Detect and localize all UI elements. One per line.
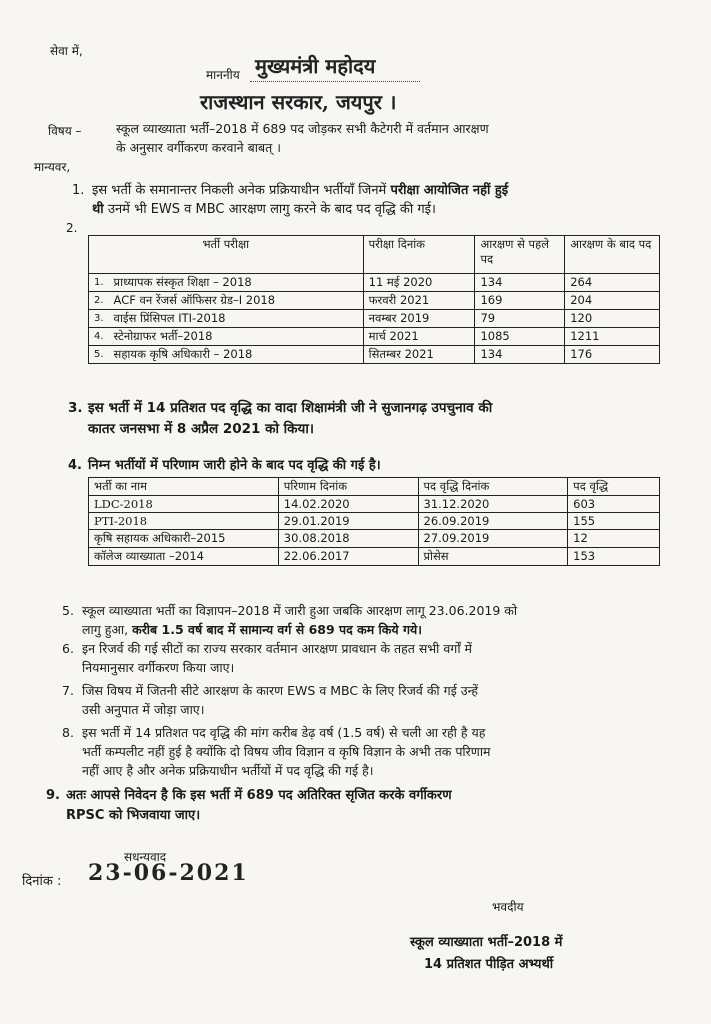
addressee-prefix: माननीय <box>206 68 240 82</box>
exam-table-header-after: आरक्षण के बाद पद <box>565 236 660 274</box>
paragraph-7 <box>62 681 692 719</box>
date-label: दिनांक : <box>22 874 62 889</box>
paragraph-9 <box>46 786 691 826</box>
date-value: 23-06-2021 <box>88 860 249 886</box>
addressee-name: मुख्यमंत्री महोदय <box>255 54 376 78</box>
paragraph-9-number: 9. <box>46 788 60 803</box>
paragraph-3-line-2: कातर जनसभा में 8 अप्रैल 2021 को किया। <box>88 421 314 437</box>
paragraph-8-line-3: नहीं आए है और अनेक प्रक्रियाधीन भर्तीयों में पद वृद्धि की गई है। <box>82 763 374 778</box>
table-row: 5. सहायक कृषि अधिकारी – 2018 सितम्बर 2021 134 176 <box>89 346 660 364</box>
paragraph-8-line-2: भर्ती कम्पलीट नहीं हुई है क्योंकि दो विषय जीव विज्ञान व कृषि विज्ञान के अभी तक परिणाम <box>82 744 491 759</box>
addressee-dotted-line <box>250 80 420 82</box>
addressee-org: राजस्थान सरकार, जयपुर । <box>200 90 397 114</box>
closing-text: भवदीय <box>492 900 524 914</box>
paragraph-5-text: लागु हुआ, <box>82 622 133 637</box>
result-table-header-name: भर्ती का नाम <box>89 478 279 496</box>
paragraph-1 <box>72 181 692 219</box>
result-table-header-increase-date: पद वृद्धि दिनांक <box>418 478 568 496</box>
paragraph-6-number: 6. <box>62 641 74 656</box>
paragraph-8 <box>62 723 692 780</box>
salutation: सेवा में, <box>50 44 83 58</box>
paragraph-7-line-2: उसी अनुपात में जोड़ा जाए। <box>82 702 205 717</box>
paragraph-4-text: निम्न भर्तीयों में परिणाम जारी होने के बाद पद वृद्धि की गई है। <box>88 458 381 473</box>
greeting: मान्यवर, <box>34 160 71 174</box>
paragraph-5-number: 5. <box>62 603 74 618</box>
paragraph-8-number: 8. <box>62 725 74 740</box>
paragraph-2-number: 2. <box>66 221 78 235</box>
paragraph-8-line-1: इस भर्ती में 14 प्रतिशत पद वृद्धि की मांग करीब डेढ़ वर्ष (1.5 वर्ष) से चली आ रही है यह <box>82 725 486 740</box>
result-table-header-increase: पद वृद्धि <box>568 478 660 496</box>
subject-line-2: के अनुसार वर्गीकरण करवाने बाबत् । <box>116 140 281 155</box>
paragraph-4-number: 4. <box>68 458 82 473</box>
paragraph-6 <box>62 639 692 677</box>
paragraph-7-line-1: जिस विषय में जितनी सीटे आरक्षण के कारण EWS व MBC के लिए रिजर्व की गई उन्हें <box>82 683 478 698</box>
exam-table-header-date: परीक्षा दिनांक <box>363 236 475 274</box>
thanks-text: सधन्यवाद <box>124 850 167 864</box>
exam-table <box>88 235 660 364</box>
paragraph-6-line-1: इन रिजर्व की गई सीटों का राज्य सरकार वर्तमान आरक्षण प्रावधान के तहत सभी वर्गों में <box>82 641 473 656</box>
table-row: 2. ACF वन रेंजर्स ऑफिसर ग्रेड–I 2018 फरवरी 2021 169 204 <box>89 292 660 310</box>
paragraph-7-number: 7. <box>62 683 74 698</box>
result-table-header-result-date: परिणाम दिनांक <box>278 478 418 496</box>
result-table <box>88 477 660 566</box>
paragraph-1-text-b: उनमें भी EWS व MBC आरक्षण लागु करने के बाद पद वृद्धि की गई। <box>103 202 436 217</box>
paragraph-4 <box>68 456 688 475</box>
paragraph-9-line-2: RPSC को भिजवाया जाए। <box>66 808 201 823</box>
paragraph-3 <box>68 398 688 440</box>
exam-table-header-exam: भर्ती परीक्षा <box>89 236 364 274</box>
paragraph-9-line-1: अतः आपसे निवेदन है कि इस भर्ती में 689 पद अतिरिक्त सृजित करके वर्गीकरण <box>66 788 452 803</box>
paragraph-1-text-a: इस भर्ती के समानान्तर निकली अनेक प्रक्रियाधीन भर्तीयाँ जिनमें <box>92 183 391 198</box>
paragraph-1-bold-a: परीक्षा आयोजित नहीं हुई <box>390 183 509 198</box>
paragraph-3-line-1: इस भर्ती में 14 प्रतिशत पद वृद्धि का वादा शिक्षामंत्री जी ने सुजानगढ़ उपचुनाव की <box>88 400 493 416</box>
paragraph-6-line-2: नियमानुसार वर्गीकरण किया जाए। <box>82 660 235 675</box>
signature-line-1: स्कूल व्याख्याता भर्ती–2018 में <box>410 935 563 950</box>
table-row: LDC-2018 14.02.2020 31.12.2020 603 <box>89 496 660 513</box>
signature-line-2: 14 प्रतिशत पीड़ित अभ्यर्थी <box>424 957 554 972</box>
paragraph-3-number: 3. <box>68 400 83 416</box>
subject-line-1: स्कूल व्याख्याता भर्ती–2018 में 689 पद जोड़कर सभी कैटेगरी में वर्तमान आरक्षण <box>116 121 489 136</box>
paragraph-1-bold-b: थी <box>92 202 104 217</box>
subject-label: विषय – <box>48 124 82 138</box>
table-row: PTI-2018 29.01.2019 26.09.2019 155 <box>89 513 660 530</box>
table-row: कॉलेज व्याख्याता –2014 22.06.2017 प्रोसेस 153 <box>89 548 660 566</box>
table-row: 3. वाईस प्रिंसिपल ITI-2018 नवम्बर 2019 79 120 <box>89 310 660 328</box>
paragraph-5-bold: करीब 1.5 वर्ष बाद में सामान्य वर्ग से 689 पद कम किये गये। <box>132 622 423 637</box>
paragraph-5-line-1: स्कूल व्याख्याता भर्ती का विज्ञापन–2018 में जारी हुआ जबकि आरक्षण लागू 23.06.2019 को <box>82 603 518 618</box>
table-row: 4. स्टेनोग्राफर भर्ती–2018 मार्च 2021 1085 1211 <box>89 328 660 346</box>
paragraph-5 <box>62 601 692 639</box>
exam-table-header-before: आरक्षण से पहले पद <box>475 236 565 274</box>
paragraph-1-number: 1. <box>72 183 85 198</box>
table-row: कृषि सहायक अधिकारी–2015 30.08.2018 27.09.2019 12 <box>89 530 660 548</box>
table-row: 1. प्राध्यापक संस्कृत शिक्षा – 2018 11 मई 2020 134 264 <box>89 274 660 292</box>
